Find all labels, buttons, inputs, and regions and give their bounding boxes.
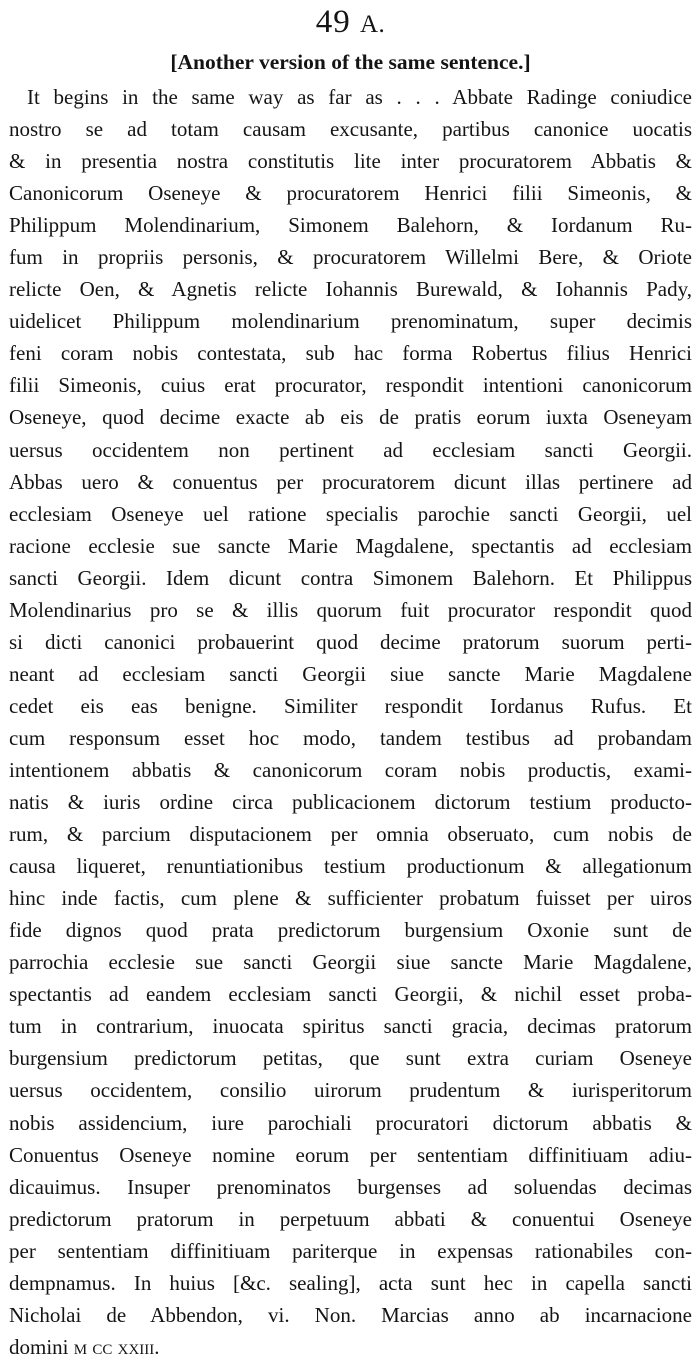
text-line: dicauimus. Insuper prenominatos burgenses ad soluendas decimas [9, 1174, 692, 1199]
text-line: Oseneye, quod decime exacte ab eis de pratis eorum iuxta Oseneyam [9, 405, 692, 430]
final-line-text: domini [9, 1334, 69, 1359]
text-line: parrochia ecclesie sue sancti Georgii siue sancte Marie Magdalene, [9, 950, 692, 975]
text-line: relicte Oen, & Agnetis relicte Iohannis Burewald, & Iohannis Pady, [9, 277, 692, 302]
text-line: ecclesiam Oseneye uel ratione specialis parochie sancti Georgii, uel [9, 501, 692, 526]
text-line: dempnamus. In huius [&c. sealing], acta sunt hec in capella sancti [9, 1270, 692, 1295]
text-line: Philippum Molendinarium, Simonem Balehorn, & Iordanum Ru- [9, 213, 692, 238]
text-line: & in presentia nostra constitutis lite inter procuratorem Abbatis & [9, 149, 692, 174]
document-body [9, 81, 692, 1363]
text-line: per sententiam diffinitiuam pariterque in expensas rationabiles con- [9, 1238, 692, 1263]
text-line: cedet eis eas benigne. Similiter respondit Iordanus Rufus. Et [9, 693, 692, 718]
text-line: hinc inde factis, cum plene & sufficienter probatum fuisset per uiros [9, 886, 692, 911]
text-line: racione ecclesie sue sancte Marie Magdalene, spectantis ad ecclesiam [9, 533, 692, 558]
text-line: causa liqueret, renuntiationibus testium productionum & allegationum [9, 854, 692, 879]
document-number-value: 49 [315, 4, 351, 40]
text-line: Molendinarius pro se & illis quorum fuit procurator respondit quod [9, 597, 692, 622]
text-line: fum in propriis personis, & procuratorem Willelmi Bere, & Oriote [9, 245, 692, 270]
text-line: feni coram nobis contestata, sub hac forma Robertus filius Henrici [9, 341, 692, 366]
document-number [9, 0, 692, 45]
text-line: Nicholai de Abbendon, vi. Non. Marcias anno ab incarnacione [9, 1302, 692, 1327]
final-text-line [9, 1331, 692, 1363]
text-line: Canonicorum Oseneye & procuratorem Henrici filii Simeonis, & [9, 181, 692, 206]
text-line: filii Simeonis, cuius erat procurator, respondit intentioni canonicorum [9, 373, 692, 398]
text-line: uersus occidentem non pertinent ad ecclesiam sancti Georgii. [9, 437, 692, 462]
text-line: It begins in the same way as far as . . . Abbate Radinge coniudice [27, 85, 692, 109]
text-line: uidelicet Philippum molendinarium prenominatum, super decimis [9, 309, 692, 334]
text-line: sancti Georgii. Idem dicunt contra Simonem Balehorn. Et Philippus [9, 565, 692, 590]
document-heading: [Another version of the same sentence.] [170, 50, 531, 74]
text-line: cum responsum esset hoc modo, tandem testibus ad probandam [9, 725, 692, 750]
text-line: burgensium predictorum petitas, que sunt extra curiam Oseneye [9, 1046, 692, 1071]
date-numeral: m cc xxiii. [73, 1334, 160, 1359]
text-line: nobis assidencium, iure parochiali procuratori dictorum abbatis & [9, 1110, 692, 1135]
text-line: rum, & parcium disputacionem per omnia obseruato, cum nobis de [9, 822, 692, 847]
text-line: tum in contrarium, inuocata spiritus sancti gracia, decimas pratorum [9, 1014, 692, 1039]
text-line: fide dignos quod prata predictorum burgensium Oxonie sunt de [9, 918, 692, 943]
text-line: Abbas uero & conuentus per procuratorem dicunt illas pertinere ad [9, 469, 692, 494]
text-line: neant ad ecclesiam sancti Georgii siue sancte Marie Magdalene [9, 661, 692, 686]
text-line: nostro se ad totam causam excusante, partibus canonice uocatis [9, 117, 692, 142]
text-line: Conuentus Oseneye nomine eorum per sententiam diffinitiuam adiu- [9, 1142, 692, 1167]
text-line: intentionem abbatis & canonicorum coram nobis productis, exami- [9, 757, 692, 782]
text-line: natis & iuris ordine circa publicacionem dictorum testium producto- [9, 790, 692, 815]
text-line: spectantis ad eandem ecclesiam sancti Georgii, & nichil esset proba- [9, 982, 692, 1007]
text-line: si dicti canonici probauerint quod decime pratorum suorum perti- [9, 629, 692, 654]
text-line: predictorum pratorum in perpetuum abbati & conuentui Oseneye [9, 1206, 692, 1231]
document-number-suffix: A. [359, 11, 386, 38]
text-line: uersus occidentem, consilio uirorum prudentum & iurisperitorum [9, 1078, 692, 1103]
